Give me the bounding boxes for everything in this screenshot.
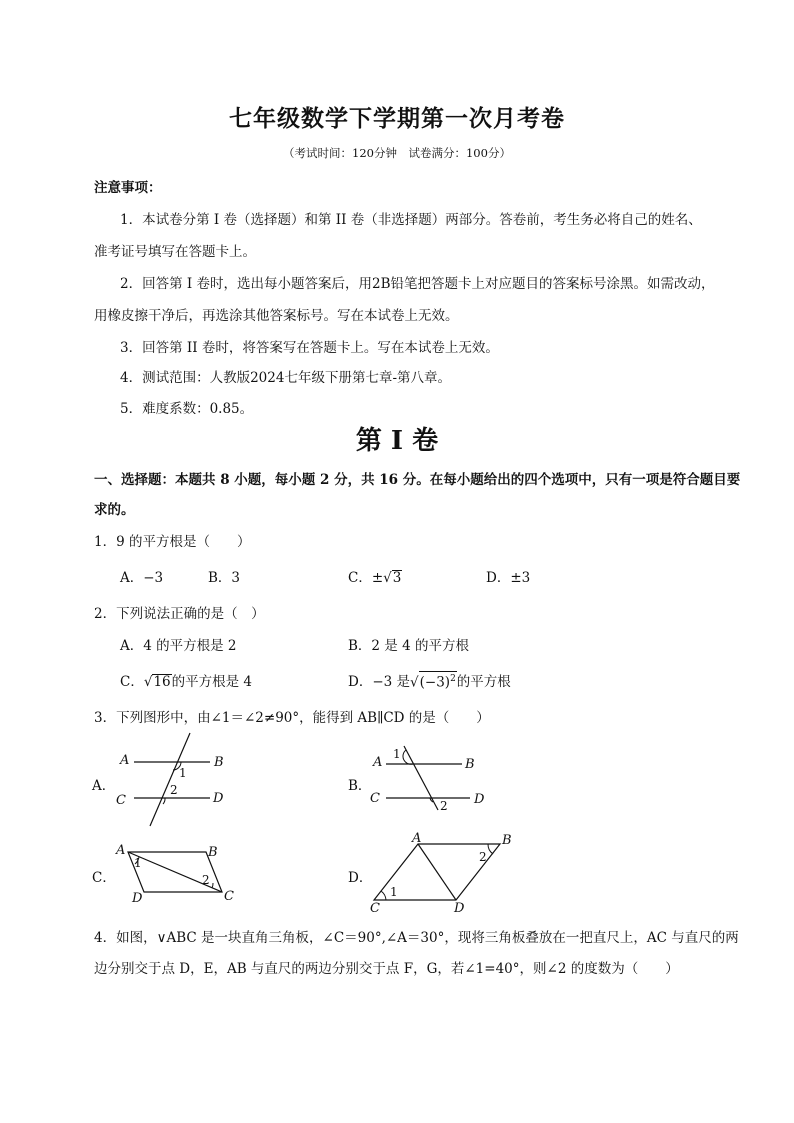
svg-text:C: C	[224, 889, 234, 904]
sqrt-symbol: √16	[143, 674, 171, 690]
q1-option-d: D．±3	[486, 570, 531, 586]
sqrt-symbol: √3	[383, 570, 402, 586]
svg-text:A: A	[120, 753, 130, 768]
svg-text:D: D	[474, 792, 485, 807]
q1-option-a: A．−3	[120, 570, 164, 586]
q3-figure-b	[366, 744, 496, 814]
notes-heading: 注意事项：	[94, 180, 162, 196]
q3-option-d-label: D．	[348, 870, 373, 886]
q3-option-b-label: B．	[348, 778, 372, 794]
svg-text:D: D	[132, 891, 143, 906]
svg-text:B: B	[214, 755, 224, 770]
note-1-line-2: 准考证号填写在答题卡上。	[94, 244, 256, 260]
svg-text:2: 2	[479, 850, 487, 864]
page-title: 七年级数学下学期第一次月考卷	[229, 105, 565, 132]
sqrt-symbol: $√(-3)^2$	[410, 671, 457, 691]
svg-text:C: C	[370, 901, 380, 916]
note-1-line-1: 1．本试卷分第 I 卷（选择题）和第 II 卷（非选择题）两部分。答卷前，考生务必将自己的姓名、	[120, 212, 702, 228]
svg-text:A: A	[373, 755, 383, 770]
svg-text:A: A	[116, 843, 126, 858]
svg-text:2: 2	[440, 799, 448, 813]
note-2-line-1: 2．回答第 I 卷时，选出每小题答案后，用2B铅笔把答题卡上对应题目的答案标号涂黑。如需改动，	[120, 276, 715, 292]
q1-stem: 1．9 的平方根是（ ）	[94, 534, 251, 550]
svg-text:2: 2	[170, 783, 178, 797]
exam-info: （考试时间：120分钟 试卷满分：100分）	[283, 146, 511, 160]
note-4: 4．测试范围：人教版2024七年级下册第七章-第八章。	[120, 370, 452, 386]
q3-option-a-label: A．	[92, 778, 116, 794]
q4-line-2: 边分别交于点 D，E，AB 与直尺的两边分别交于点 F，G，若∠1=40°，则∠2 的度数为（ ）	[94, 961, 679, 977]
svg-text:D: D	[454, 901, 465, 916]
q2-option-c: C．√16的平方根是 4	[120, 674, 253, 690]
q1-option-c: C．±√3	[348, 570, 402, 586]
q3-option-c-label: C．	[92, 870, 116, 886]
section-intro-line-2: 求的。	[94, 502, 135, 518]
svg-text:B: B	[502, 833, 512, 848]
svg-text:D: D	[213, 791, 224, 806]
svg-text:B: B	[208, 845, 218, 860]
svg-text:1: 1	[390, 885, 398, 899]
svg-text:1: 1	[393, 747, 401, 761]
q3-figure-d	[366, 830, 526, 918]
note-2-line-2: 用橡皮擦干净后，再选涂其他答案标号。写在本试卷上无效。	[94, 308, 459, 324]
svg-text:A: A	[412, 831, 422, 846]
q3-figure-a	[110, 728, 240, 832]
svg-text:C: C	[370, 791, 380, 806]
svg-text:C: C	[116, 793, 126, 808]
note-5: 5．难度系数：0.85。	[120, 401, 254, 417]
q2-option-b: B．2 是 4 的平方根	[348, 638, 469, 654]
q1-option-b: B．3	[208, 570, 241, 586]
q2-stem: 2．下列说法正确的是（ ）	[94, 606, 265, 622]
q2-option-d: D．−3 是$√(-3)^2$的平方根	[348, 670, 511, 690]
q3-figure-c	[110, 840, 240, 906]
q4-line-1: 4．如图，∨ABC 是一块直角三角板，∠C＝90°,∠A＝30°，现将三角板叠放在一把直尺上，AC 与直尺的两	[94, 930, 739, 946]
svg-text:1: 1	[179, 766, 187, 780]
svg-text:2: 2	[202, 873, 210, 887]
svg-text:B: B	[465, 757, 475, 772]
note-3: 3．回答第 II 卷时，将答案写在答题卡上。写在本试卷上无效。	[120, 340, 499, 356]
section-title: 第 I 卷	[355, 426, 439, 456]
q2-option-a: A．4 的平方根是 2	[120, 638, 237, 654]
svg-text:1: 1	[134, 856, 142, 870]
section-intro-line-1: 一、选择题：本题共 8 小题，每小题 2 分，共 16 分。在每小题给出的四个选项中，只有一项是符合题目要	[94, 472, 741, 488]
q3-stem: 3．下列图形中，由∠1＝∠2≠90°，能得到 AB∥CD 的是（ ）	[94, 710, 490, 726]
